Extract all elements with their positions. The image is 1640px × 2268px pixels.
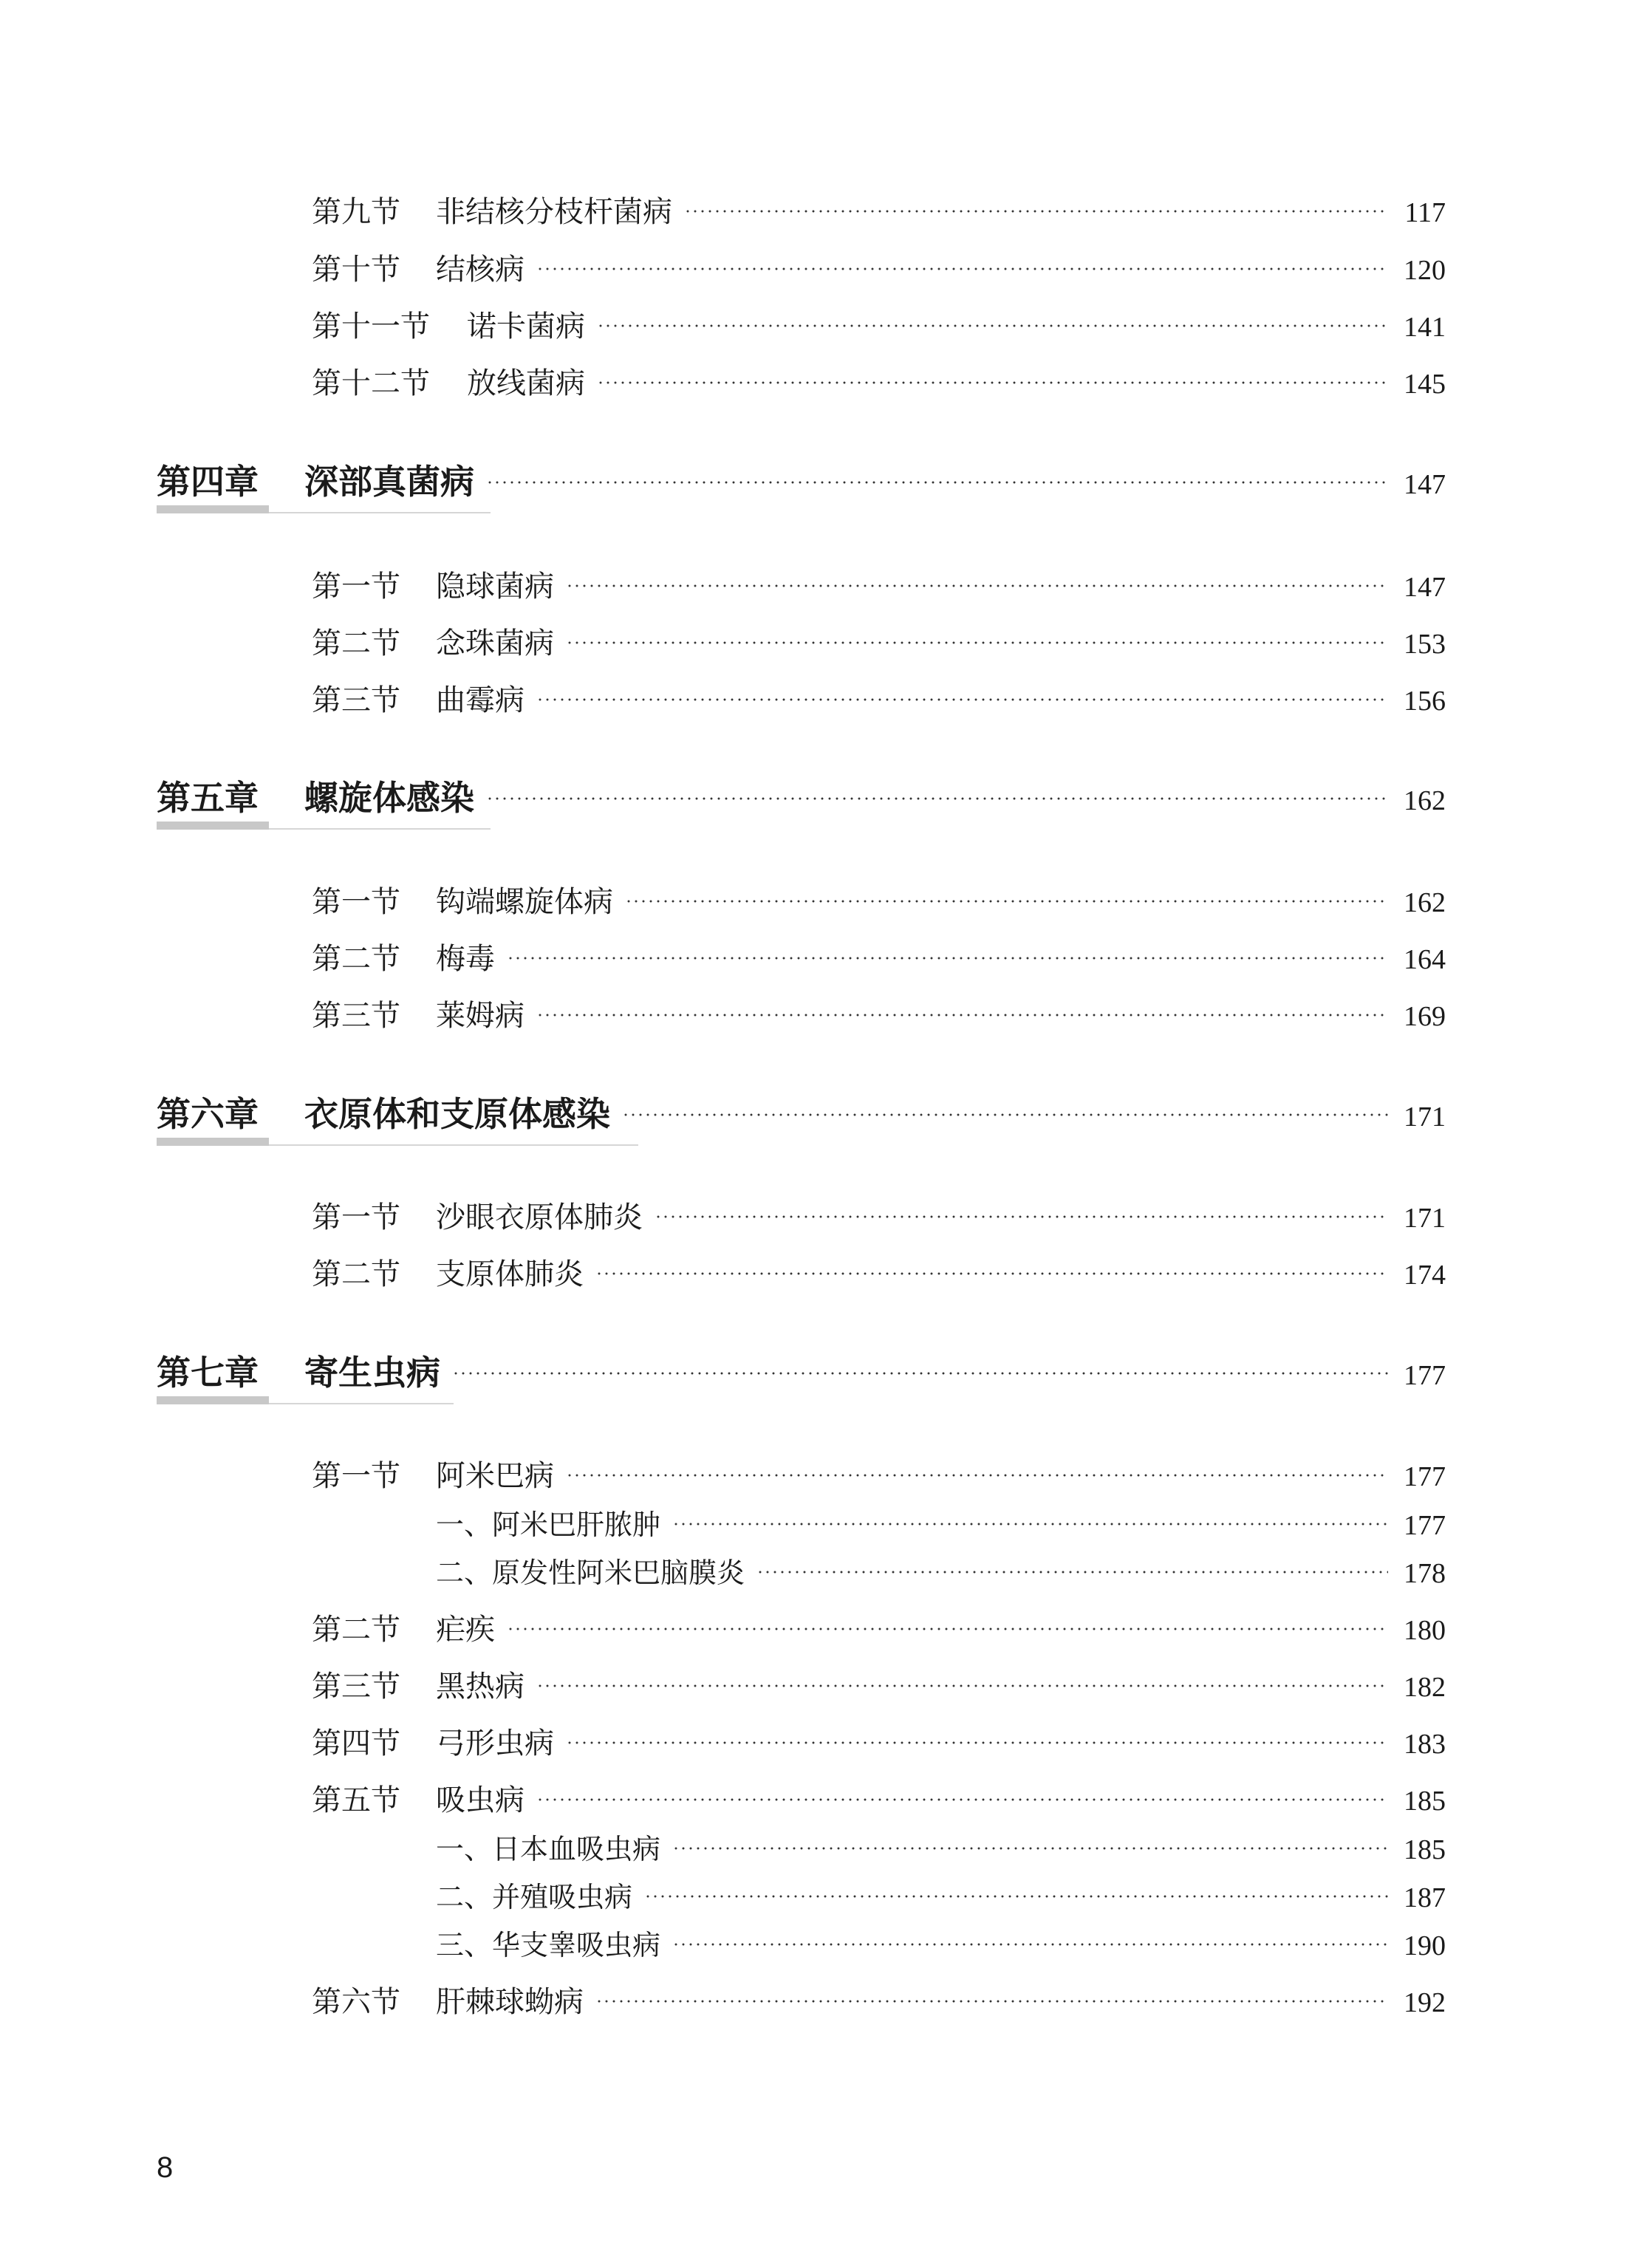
subsection-title: 二、原发性阿米巴脑膜炎 <box>436 1557 745 1589</box>
chapter-underline-rule <box>269 1144 638 1146</box>
dot-leader <box>597 381 1388 384</box>
chapter-label: 第五章 <box>157 778 259 818</box>
section-title: 念珠菌病 <box>436 626 554 660</box>
toc-subsection-row[interactable] <box>436 1826 1446 1867</box>
section-title: 梅毒 <box>436 942 495 976</box>
section-label: 第一节 <box>312 570 400 604</box>
subsection-page-number: 185 <box>1404 1834 1446 1865</box>
toc-section-row[interactable] <box>312 1777 1446 1819</box>
section-page-number: 171 <box>1404 1203 1446 1234</box>
chapter-page-number: 177 <box>1404 1360 1446 1391</box>
section-label: 第一节 <box>312 885 400 919</box>
section-label: 第九节 <box>312 195 400 229</box>
subsection-title: 三、华支睾吸虫病 <box>436 1929 661 1961</box>
toc-section-row[interactable] <box>312 878 1446 920</box>
toc-section-row[interactable] <box>312 360 1446 402</box>
chapter-title: 寄生虫病 <box>304 1353 440 1393</box>
section-title: 吸虫病 <box>436 1783 525 1817</box>
section-label: 第十一节 <box>312 310 430 344</box>
toc-chapter-row[interactable] <box>157 771 1446 820</box>
section-label: 第一节 <box>312 1459 400 1493</box>
dot-leader <box>486 481 1388 484</box>
section-page-number: 177 <box>1404 1461 1446 1492</box>
section-title: 支原体肺炎 <box>436 1257 584 1291</box>
chapter-underline-rule <box>269 828 491 830</box>
section-page-number: 120 <box>1404 255 1446 286</box>
toc-section-row[interactable] <box>312 246 1446 288</box>
chapter-underline-accent <box>157 1138 269 1146</box>
chapter-page-number: 147 <box>1404 469 1446 500</box>
section-title: 结核病 <box>436 253 525 287</box>
section-page-number: 117 <box>1404 197 1446 228</box>
dot-leader <box>536 1684 1388 1687</box>
dot-leader <box>684 210 1388 213</box>
section-title: 弓形虫病 <box>436 1726 554 1760</box>
section-label: 第六节 <box>312 1985 400 2019</box>
dot-leader <box>595 2000 1388 2003</box>
section-page-number: 185 <box>1404 1786 1446 1817</box>
toc-section-row[interactable] <box>312 1720 1446 1762</box>
toc-subsection-row[interactable] <box>436 1502 1446 1543</box>
dot-leader <box>452 1372 1388 1375</box>
toc-section-row[interactable] <box>312 188 1446 230</box>
dot-leader <box>622 1113 1388 1116</box>
section-title: 隐球菌病 <box>436 570 554 604</box>
toc-chapter-row[interactable] <box>157 455 1446 504</box>
dot-leader <box>566 1474 1388 1477</box>
dot-leader <box>655 1215 1388 1218</box>
dot-leader <box>672 1523 1388 1526</box>
toc-section-row[interactable] <box>312 1606 1446 1648</box>
section-title: 钩端螺旋体病 <box>436 885 613 919</box>
section-title: 放线菌病 <box>467 366 585 400</box>
section-label: 第十二节 <box>312 366 430 400</box>
section-page-number: 183 <box>1404 1729 1446 1760</box>
section-label: 第二节 <box>312 942 400 976</box>
section-page-number: 147 <box>1404 572 1446 603</box>
section-page-number: 164 <box>1404 944 1446 975</box>
subsection-title: 一、阿米巴肝脓肿 <box>436 1509 661 1541</box>
section-label: 第五节 <box>312 1783 400 1817</box>
toc-section-row[interactable] <box>312 303 1446 345</box>
section-page-number: 153 <box>1404 629 1446 660</box>
dot-leader <box>672 1943 1388 1946</box>
chapter-label: 第四章 <box>157 462 259 502</box>
subsection-page-number: 177 <box>1404 1510 1446 1541</box>
dot-leader <box>644 1895 1388 1898</box>
page-number-footer: 8 <box>157 2151 174 2184</box>
section-title: 阿米巴病 <box>436 1459 554 1493</box>
chapter-page-number: 162 <box>1404 785 1446 816</box>
dot-leader <box>672 1847 1388 1850</box>
section-page-number: 192 <box>1404 1987 1446 2018</box>
chapter-underline-accent <box>157 1396 269 1404</box>
dot-leader <box>507 1627 1388 1630</box>
section-page-number: 141 <box>1404 312 1446 343</box>
dot-leader <box>507 957 1388 960</box>
subsection-title: 二、并殖吸虫病 <box>436 1881 633 1913</box>
section-title: 黑热病 <box>436 1670 525 1704</box>
toc-subsection-row[interactable] <box>436 1550 1446 1591</box>
chapter-title: 深部真菌病 <box>304 462 474 502</box>
subsection-page-number: 178 <box>1404 1558 1446 1589</box>
chapter-underline-accent <box>157 822 269 830</box>
toc-subsection-row[interactable] <box>436 1874 1446 1915</box>
dot-leader <box>486 797 1388 800</box>
subsection-page-number: 187 <box>1404 1882 1446 1913</box>
section-page-number: 145 <box>1404 369 1446 400</box>
section-title: 肝棘球蚴病 <box>436 1985 584 2019</box>
toc-section-row[interactable] <box>312 935 1446 977</box>
toc-section-row[interactable] <box>312 992 1446 1034</box>
section-label: 第二节 <box>312 626 400 660</box>
section-label: 第十节 <box>312 253 400 287</box>
dot-leader <box>566 584 1388 587</box>
dot-leader <box>566 641 1388 644</box>
chapter-underline-rule <box>269 512 491 513</box>
section-label: 第一节 <box>312 1200 400 1234</box>
dot-leader <box>756 1571 1388 1574</box>
chapter-page-number: 171 <box>1404 1101 1446 1133</box>
dot-leader <box>597 324 1388 327</box>
chapter-underline-accent <box>157 505 269 513</box>
section-page-number: 169 <box>1404 1001 1446 1032</box>
toc-section-row[interactable] <box>312 1194 1446 1236</box>
section-label: 第三节 <box>312 999 400 1033</box>
toc-subsection-row[interactable] <box>436 1922 1446 1963</box>
section-page-number: 156 <box>1404 686 1446 717</box>
section-label: 第三节 <box>312 1670 400 1704</box>
toc-section-row[interactable] <box>312 620 1446 662</box>
section-page-number: 180 <box>1404 1615 1446 1646</box>
subsection-title: 一、日本血吸虫病 <box>436 1833 661 1865</box>
toc-section-row[interactable] <box>312 1452 1446 1495</box>
section-title: 沙眼衣原体肺炎 <box>436 1200 643 1234</box>
section-label: 第三节 <box>312 683 400 717</box>
section-page-number: 182 <box>1404 1672 1446 1703</box>
toc-chapter-row[interactable] <box>157 1346 1446 1395</box>
toc-chapter-row[interactable] <box>157 1087 1446 1136</box>
dot-leader <box>595 1272 1388 1275</box>
dot-leader <box>566 1741 1388 1744</box>
toc-section-row[interactable] <box>312 1978 1446 2021</box>
dot-leader <box>625 900 1388 903</box>
toc-section-row[interactable] <box>312 677 1446 719</box>
section-title: 非结核分枝杆菌病 <box>436 195 672 229</box>
section-label: 第四节 <box>312 1726 400 1760</box>
section-title: 疟疾 <box>436 1613 495 1647</box>
toc-section-row[interactable] <box>312 1251 1446 1293</box>
toc-section-row[interactable] <box>312 563 1446 605</box>
chapter-label: 第六章 <box>157 1094 259 1134</box>
section-label: 第二节 <box>312 1613 400 1647</box>
section-page-number: 162 <box>1404 887 1446 918</box>
dot-leader <box>536 1798 1388 1801</box>
chapter-label: 第七章 <box>157 1353 259 1393</box>
dot-leader <box>536 698 1388 701</box>
chapter-underline-rule <box>269 1403 454 1404</box>
dot-leader <box>536 267 1388 270</box>
section-title: 诺卡菌病 <box>467 310 585 344</box>
section-title: 曲霉病 <box>436 683 525 717</box>
section-page-number: 174 <box>1404 1260 1446 1291</box>
section-title: 莱姆病 <box>436 999 525 1033</box>
toc-section-row[interactable] <box>312 1663 1446 1705</box>
subsection-page-number: 190 <box>1404 1930 1446 1961</box>
chapter-title: 衣原体和支原体感染 <box>304 1094 610 1134</box>
dot-leader <box>536 1014 1388 1017</box>
chapter-title: 螺旋体感染 <box>304 778 474 818</box>
section-label: 第二节 <box>312 1257 400 1291</box>
